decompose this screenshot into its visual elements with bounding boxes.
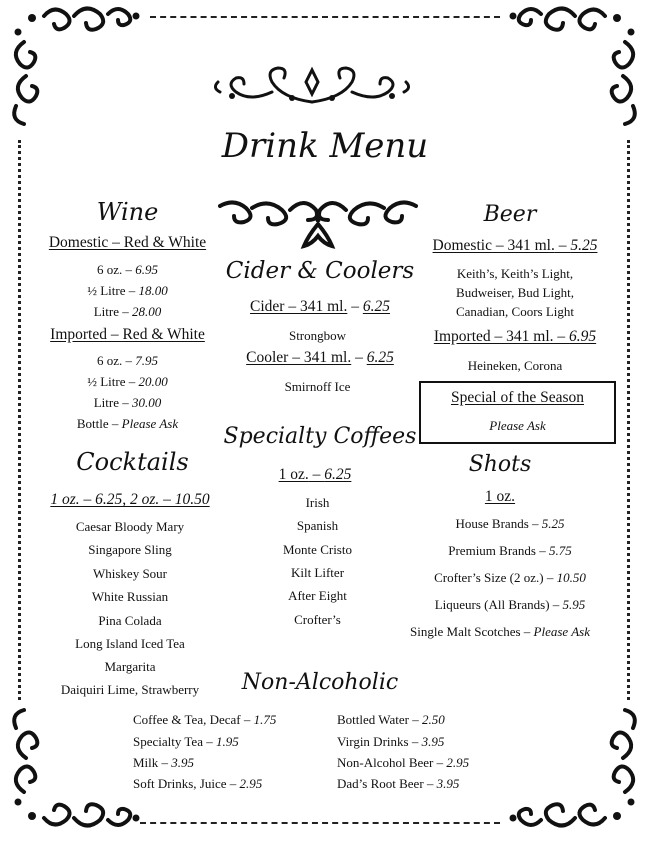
center-flourish-icon [212, 196, 424, 256]
wine-domestic-label: Domestic – Red & White [48, 234, 207, 251]
shot-item: Single Malt Scotches – Please Ask [410, 624, 590, 639]
cocktail-item: Margarita [104, 659, 156, 674]
corner-flourish-bottom-left-icon [4, 702, 144, 832]
cocktail-item: Caesar Bloody Mary [75, 519, 185, 534]
cocktail-item: Pina Colada [98, 613, 162, 628]
coffee-item: Monte Cristo [283, 542, 352, 557]
top-flourish-icon [212, 62, 412, 108]
wine-domestic-item: Litre – 28.00 [93, 304, 162, 319]
coffee-item: Irish [305, 495, 330, 510]
shots-price-line: 1 oz. [484, 488, 516, 505]
coffee-item: Kilt Lifter [290, 565, 345, 580]
special-label: Special of the Season [450, 389, 584, 406]
bottom-border-dashes [140, 822, 500, 824]
beer-imported-item: Heineken, Corona [467, 358, 563, 373]
cider-label: Cider – 341 ml. – 6.25 [250, 298, 390, 315]
left-border-dashes [18, 140, 21, 700]
cocktail-item: Daiquiri Lime, Strawberry [60, 682, 200, 697]
shot-item: Crofter’s Size (2 oz.) – 10.50 [434, 570, 586, 585]
coffee-item: Crofter’s [294, 612, 341, 627]
cocktails-price-line: 1 oz. – 6.25, 2 oz. – 10.50 [50, 491, 210, 508]
non-alcoholic-item: Specialty Tea – 1.95 [133, 734, 239, 749]
wine-domestic-item: ½ Litre – 18.00 [87, 283, 168, 298]
cocktails-heading: Cocktails [76, 448, 189, 476]
cider-item: Strongbow [288, 328, 347, 343]
wine-imported-item: 6 oz. – 7.95 [96, 353, 159, 368]
shot-item: House Brands – 5.25 [455, 516, 565, 531]
non-alcoholic-item: Virgin Drinks – 3.95 [337, 734, 445, 749]
coffee-item: After Eight [288, 588, 347, 603]
non-alcoholic-item: Coffee & Tea, Decaf – 1.75 [133, 712, 277, 727]
beer-domestic-label: Domestic – 341 ml. – 5.25 [432, 237, 598, 254]
shots-heading: Shots [468, 452, 532, 477]
wine-imported-item: Bottle – Please Ask [76, 416, 179, 431]
cocktail-item: Singapore Sling [88, 542, 172, 557]
corner-flourish-top-left-icon [4, 2, 144, 132]
wine-heading: Wine [96, 198, 159, 226]
non-alcoholic-item: Non-Alcohol Beer – 2.95 [337, 755, 470, 770]
special-value: Please Ask [489, 418, 546, 433]
non-alcoholic-item: Milk – 3.95 [133, 755, 195, 770]
top-border-dashes [150, 16, 500, 18]
non-alcoholic-heading: Non-Alcoholic [241, 670, 399, 695]
wine-imported-item: Litre – 30.00 [93, 395, 162, 410]
right-border-dashes [627, 140, 630, 700]
wine-imported-label: Imported – Red & White [50, 326, 205, 343]
cocktail-item: White Russian [91, 589, 169, 604]
beer-domestic-item: Canadian, Coors Light [455, 304, 575, 319]
non-alcoholic-item: Soft Drinks, Juice – 2.95 [133, 776, 263, 791]
coffee-item: Spanish [296, 518, 339, 533]
shot-item: Liqueurs (All Brands) – 5.95 [434, 597, 586, 612]
non-alcoholic-item: Dad’s Root Beer – 3.95 [337, 776, 460, 791]
corner-flourish-bottom-right-icon [505, 702, 645, 832]
wine-domestic-item: 6 oz. – 6.95 [96, 262, 159, 277]
beer-heading: Beer [483, 202, 537, 227]
beer-domestic-item: Budweiser, Bud Light, [456, 285, 574, 300]
wine-imported-item: ½ Litre – 20.00 [87, 374, 168, 389]
non-alcoholic-item: Bottled Water – 2.50 [337, 712, 445, 727]
coffees-price-line: 1 oz. – 6.25 [278, 466, 352, 483]
page-title: Drink Menu [221, 126, 429, 166]
cooler-item: Smirnoff Ice [284, 379, 351, 394]
cooler-label: Cooler – 341 ml. – 6.25 [246, 349, 394, 366]
coffees-heading: Specialty Coffees [223, 424, 417, 449]
beer-domestic-item: Keith’s, Keith’s Light, [456, 266, 574, 281]
cocktail-item: Whiskey Sour [92, 566, 168, 581]
cider-heading: Cider & Coolers [225, 258, 415, 284]
beer-imported-label: Imported – 341 ml. – 6.95 [433, 328, 597, 345]
corner-flourish-top-right-icon [505, 2, 645, 132]
shot-item: Premium Brands – 5.75 [448, 543, 572, 558]
cocktail-item: Long Island Iced Tea [75, 636, 185, 651]
